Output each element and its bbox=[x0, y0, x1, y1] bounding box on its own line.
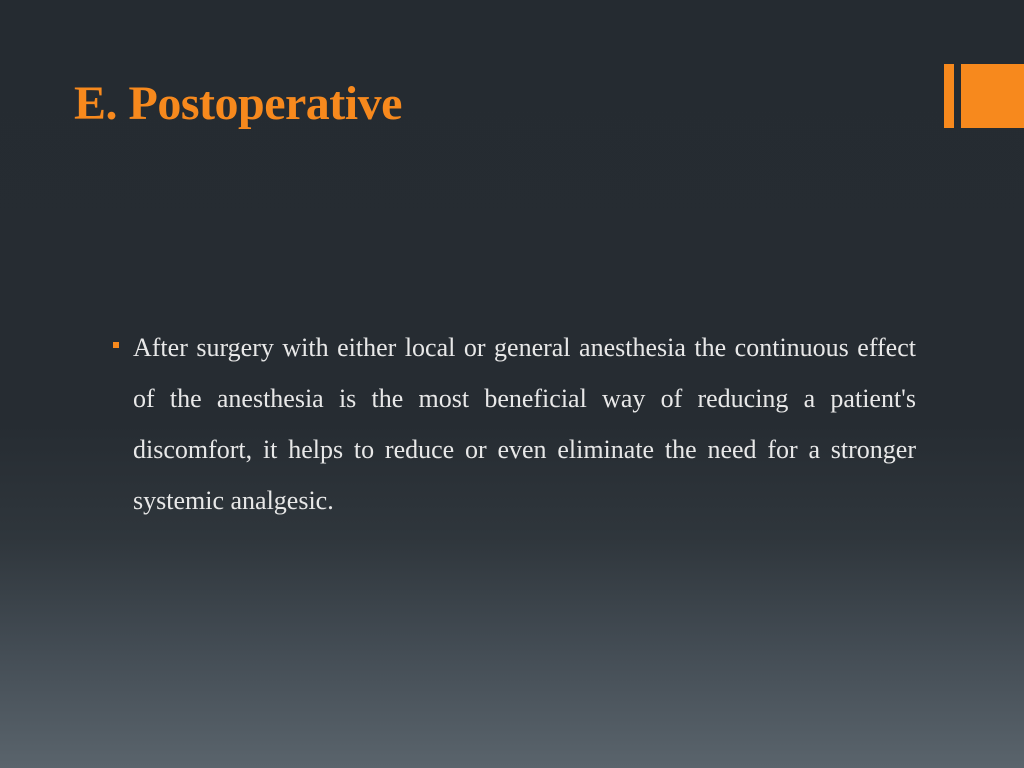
slide-content bbox=[110, 322, 916, 526]
square-bullet-icon bbox=[113, 342, 119, 348]
slide-title: E. Postoperative bbox=[74, 77, 402, 130]
accent-bar-decoration bbox=[944, 64, 954, 128]
bullet-text: After surgery with either local or general anesthesia the continuous effect of the anesthesia is the most beneficial way of reducing a patient's discomfort, it helps to reduce or even eliminate the need for a stronger systemic analgesic. bbox=[133, 333, 916, 515]
accent-block-decoration bbox=[961, 64, 1024, 128]
bullet-item bbox=[110, 322, 916, 526]
